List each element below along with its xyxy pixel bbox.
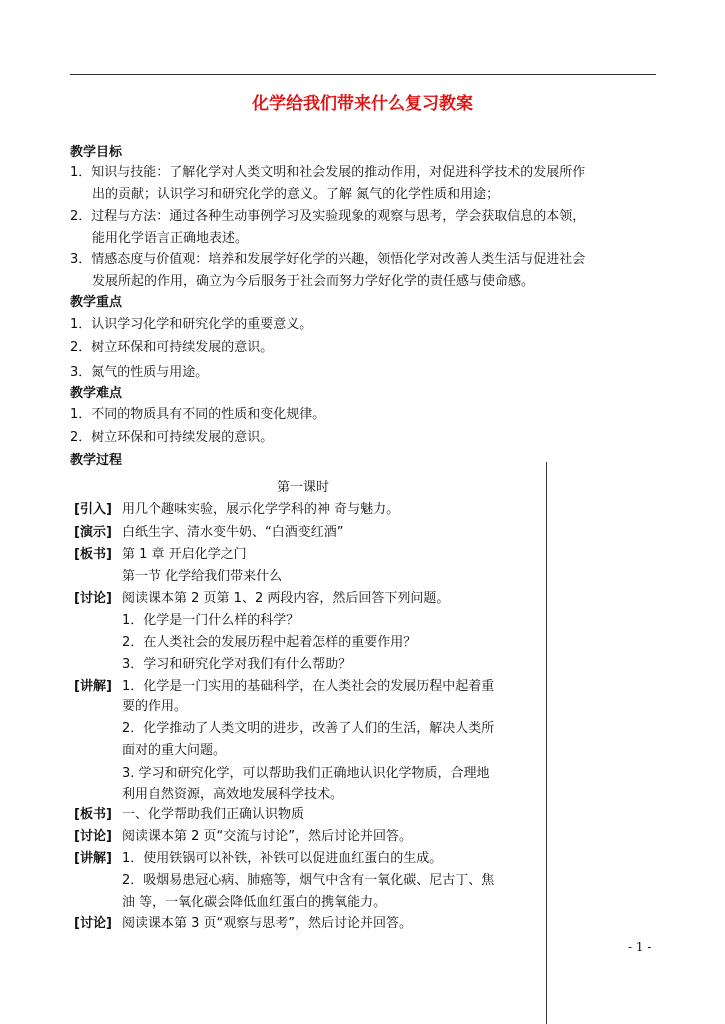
process-heading: 教学过程 bbox=[70, 453, 123, 468]
key-point-3: 3．氮气的性质与用途。 bbox=[70, 365, 209, 380]
intro-text: 用几个趣味实验，展示化学学科的神 奇与魅力。 bbox=[122, 502, 400, 517]
tag-explain-2: [讲解] bbox=[74, 851, 112, 866]
header-rule bbox=[70, 74, 656, 75]
answer-3-line-1: 3. 学习和研究化学，可以帮助我们正确地认识化学物质，合理地 bbox=[122, 766, 490, 781]
key-point-2: 2．树立环保和可持续发展的意识。 bbox=[70, 340, 274, 355]
goal-3-line-1: 3．情感态度与价值观：培养和发展学好化学的兴趣，领悟化学对改善人类生活与促进社会 bbox=[70, 252, 586, 267]
discussion-1-text: 阅读课本第 2 页第 1、2 两段内容，然后回答下列问题。 bbox=[122, 591, 450, 606]
goal-1-line-1: 1．知识与技能：了解化学对人类文明和社会发展的推动作用，对促进科学技术的发展所作 bbox=[70, 165, 586, 180]
answer-1-line-2: 要的作用。 bbox=[122, 699, 188, 714]
tag-discussion-3: [讨论] bbox=[74, 916, 112, 931]
explain-2-point-2-line-1: 2．吸烟易患冠心病、肺癌等，烟气中含有一氧化碳、尼古丁、焦 bbox=[122, 873, 495, 888]
goals-heading: 教学目标 bbox=[70, 145, 123, 160]
tag-board-2: [板书] bbox=[74, 807, 112, 822]
answer-2-line-1: 2．化学推动了人类文明的进步，改善了人们的生活，解决人类所 bbox=[122, 721, 495, 736]
board-section: 第一节 化学给我们带来什么 bbox=[122, 569, 283, 584]
discussion-2-text: 阅读课本第 2 页“交流与讨论”，然后讨论并回答。 bbox=[122, 829, 413, 844]
question-2: 2．在人类社会的发展历程中起着怎样的重要作用？ bbox=[122, 635, 417, 650]
tag-board-1: [板书] bbox=[74, 547, 112, 562]
tag-intro: [引入] bbox=[74, 502, 112, 517]
answer-3-line-2: 利用自然资源，高效地发展科学技术。 bbox=[122, 787, 344, 802]
tag-discussion-1: [讨论] bbox=[74, 591, 112, 606]
board-2-text: 一、化学帮助我们正确认识物质 bbox=[122, 807, 305, 822]
explain-2-point-1: 1．使用铁锅可以补铁，补铁可以促进血红蛋白的生成。 bbox=[122, 851, 443, 866]
answer-1-line-1: 1．化学是一门实用的基础科学，在人类社会的发展历程中起着重 bbox=[122, 679, 495, 694]
tag-discussion-2: [讨论] bbox=[74, 829, 112, 844]
difficulty-1: 1．不同的物质具有不同的性质和变化规律。 bbox=[70, 407, 326, 422]
discussion-3-text: 阅读课本第 3 页“观察与思考”，然后讨论并回答。 bbox=[122, 916, 413, 931]
key-point-1: 1．认识学习化学和研究化学的重要意义。 bbox=[70, 317, 313, 332]
goal-2-line-2: 能用化学语言正确地表述。 bbox=[92, 231, 249, 246]
goal-3-line-2: 发展所起的作用，确立为今后服务于社会而努力学好化学的责任感与使命感。 bbox=[92, 274, 535, 289]
question-3: 3．学习和研究化学对我们有什么帮助？ bbox=[122, 657, 352, 672]
difficulties-heading: 教学难点 bbox=[70, 386, 123, 401]
tag-explain-1: [讲解] bbox=[74, 679, 112, 694]
difficulty-2: 2．树立环保和可持续发展的意识。 bbox=[70, 430, 274, 445]
demo-text: 白纸生字、清水变牛奶、“白酒变红酒” bbox=[122, 525, 344, 540]
board-chapter: 第 1 章 开启化学之门 bbox=[122, 547, 247, 562]
page-number: - 1 - bbox=[628, 940, 652, 954]
lesson-title: 第一课时 bbox=[276, 480, 329, 495]
key-points-heading: 教学重点 bbox=[70, 295, 123, 310]
column-divider bbox=[546, 462, 547, 1024]
answer-2-line-2: 面对的重大问题。 bbox=[122, 743, 227, 758]
question-1: 1．化学是一门什么样的科学？ bbox=[122, 613, 300, 628]
explain-2-point-2-line-2: 油 等，一氧化碳会降低血红蛋白的携氧能力。 bbox=[122, 895, 387, 910]
tag-demo: [演示] bbox=[74, 525, 112, 540]
document-title: 化学给我们带来什么复习教案 bbox=[252, 94, 473, 114]
goal-2-line-1: 2．过程与方法：通过各种生动事例学习及实验现象的观察与思考，学会获取信息的本领， bbox=[70, 209, 586, 224]
goal-1-line-2: 出的贡献；认识学习和研究化学的意义。了解 氮气的化学性质和用途； bbox=[92, 187, 500, 202]
